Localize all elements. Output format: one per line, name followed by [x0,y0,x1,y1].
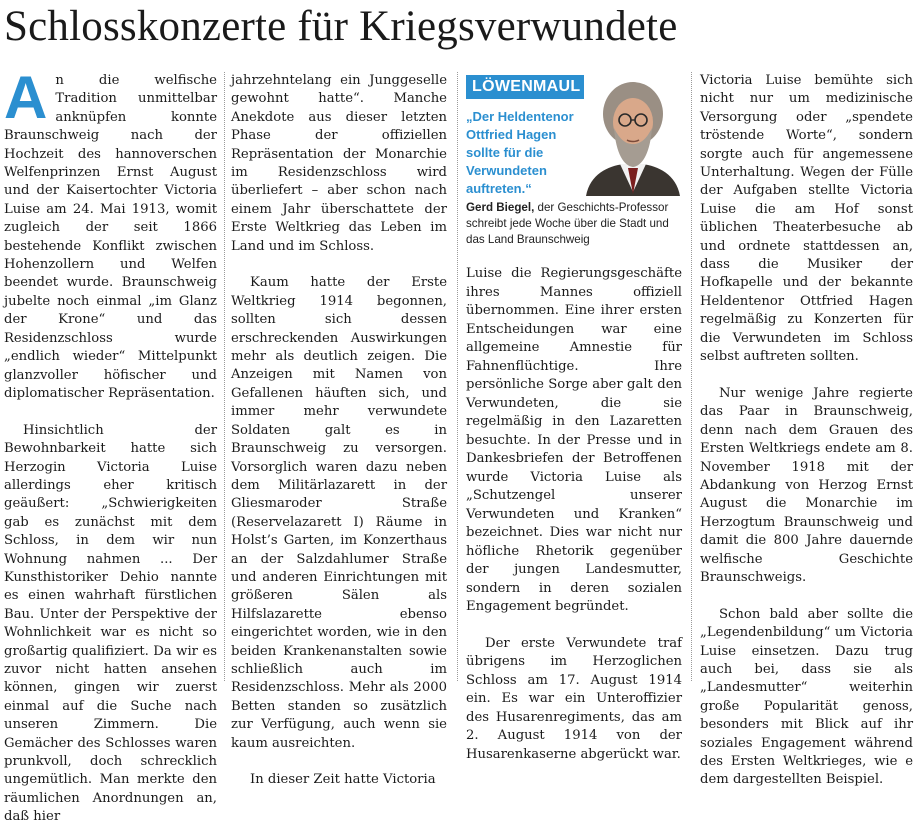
paragraph: Schon bald aber sollte die „Legendenbildung“ um Victoria Luise einsetzen. Dazu trug auch bei, dass sie als „Landesmutter“ weiterhin große Popularität genoss, besonders mit Blick auf ihr soziales Engagement während des Ersten Weltkrieges, wie e dem dargestellten Beispiel. [700,606,913,788]
article-column-3 [466,265,682,762]
paragraph: Luise die Regierungsgeschäfte ihres Mannes offiziell übernommen. Eine ihrer ersten Entscheidungen war eine allgemeine Amnestie für Fahnenflüchtige. Ihre persönliche Sorge aber galt den Verwundeten, die sie regelmäßig in den Lazaretten besuchte. In der Presse und in Dankesbriefen der Betroffenen wurde Victoria Luise als „Schutzengel unserer Verwundeten und Kranken“ bezeichnet. Dies war nicht nur höfliche Rhetorik gegenüber der jungen Landesmutter, sondern in deren sozialen Engagement begründet. [466,266,682,614]
article-column-2 [231,72,447,788]
paragraph: Der erste Verwundete traf übrigens im Herzoglichen Schloss am 17. August 1914 ein. Es war ein Unteroffizier des Husarenregiments, das am 2. August 1914 von der Husarenkaserne abgerückt war. [466,635,682,762]
column-badge: LÖWENMAUL [466,75,586,99]
paragraph: Hinsichtlich der Bewohnbarkeit hatte sich Herzogin Victoria Luise allerdings eher kritisch geäußert: „Schwierigkeiten gab es zunächst mit dem Schloss, in dem wir nun Wohnung nahmen ... Der Kunsthistoriker Dehio nannte es einen wahrhaft fürstlichen Bau. Unter der Perspektive der Wohnlichkeit war es nicht so großartig qualifiziert. Da wir es zuvor nicht hatten ansehen können, gingen wir zuerst einmal auf die Suche nach unseren Zimmern. Die Gemächer des Schlosses waren prunkvoll, doch schrecklich ungemütlich. Man merkte den räumlichen Anordnungen an, daß hier [4,422,217,825]
author-portrait-icon [584,74,682,196]
author-name: Gerd Biegel, [466,201,535,214]
columnist-box [466,72,682,262]
paragraph [4,64,217,403]
article-column-1 [4,64,217,825]
paragraph: Nur wenige Jahre regierte das Paar in Braunschweig, denn nach dem Grauen des Ersten Weltkriegs endete am 8. November 1918 mit der Abdankung von Herzog Ernst August die Monarchie im Herzogtum Braunschweig und damit die 800 Jahre dauernde welfische Geschichte Braunschweigs. [700,385,913,585]
paragraph: Kaum hatte der Erste Weltkrieg 1914 begonnen, sollten sich dessen erschreckenden Auswirkungen mehr als deutlich zeigen. Die Anzeigen mit Namen von Gefallenen häuften sich, und immer mehr verwundete Soldaten galt es in Braunschweig zu versorgen. Vorsorglich waren dazu neben dem Militärlazarett in der Gliesmaroder Straße (Reservelazarett I) Räume in Holst’s Garten, im Konzerthaus an der Salzdahlumer Straße und anderen Einrichtungen mit größeren Sälen als Hilfslazarette ebenso eingerichtet worden, wie in den beiden Krankenanstalten sowie schließlich auch im Residenzschloss. Mehr als 2000 Betten standen so zusätzlich zur Verfügung, auch wenn sie kaum ausreichten. [231,275,447,751]
author-byline [466,200,682,248]
article-headline: Schlosskonzerte für Kriegsverwundete [4,3,678,50]
pull-quote: „Der Heldentenor Ottfried Hagen sollte für die Verwundeten auftreten.“ [466,109,574,196]
column-divider [457,72,458,681]
column-divider [691,72,692,681]
paragraph: Victoria Luise bemühte sich nicht nur um medizinische Versorgung oder „spendete tröstende Worte“, sondern sorgte auch für angemessene Unterhaltung. Wegen der Fülle der Aufgaben stellte Victoria Luise die am Hof sonst üblichen Theaterbesuche ab und ordnete stattdessen an, dass die Musiker der Hofkapelle und der bekannte Heldentenor Ottfried Hagen regelmäßig zu Konzerten für die Verwundeten im Schloss selbst auftreten sollten. [700,73,913,365]
paragraph-text: n die welfische Tradition unmittelbar anknüpfen konnte Braunschweig nach der Hochzeit des hannoverschen Welfenprinzen Ernst August und der Kaisertochter Victoria Luise am 24. Mai 1913, womit zugleich der seit 1866 bestehende Konflikt zwischen Hohenzollern und Welfen beendet wurde. Braunschweig jubelte noch einmal „im Glanz der Krone“ und das Residenzschloss wurde „endlich wieder“ Mittelpunkt glanzvoller höfischer und diplomatischer Repräsentation. [4,73,217,401]
author-description: der Geschichts-Professor schreibt jede Woche über die Stadt und das Land Braunschweig [466,201,669,246]
article-column-4 [700,72,913,788]
paragraph: jahrzehntelang ein Junggeselle gewohnt hatte“. Manche Anekdote aus dieser letzten Phase der offiziellen Repräsentation der Monarchie im Residenzschloss wird überliefert – aber schon nach einem Jahr überschattete der Erste Weltkrieg das Leben im Land und im Schloss. [231,73,447,254]
paragraph: In dieser Zeit hatte Victoria [250,772,436,788]
column-divider [224,72,225,681]
drop-cap: A [4,64,48,131]
